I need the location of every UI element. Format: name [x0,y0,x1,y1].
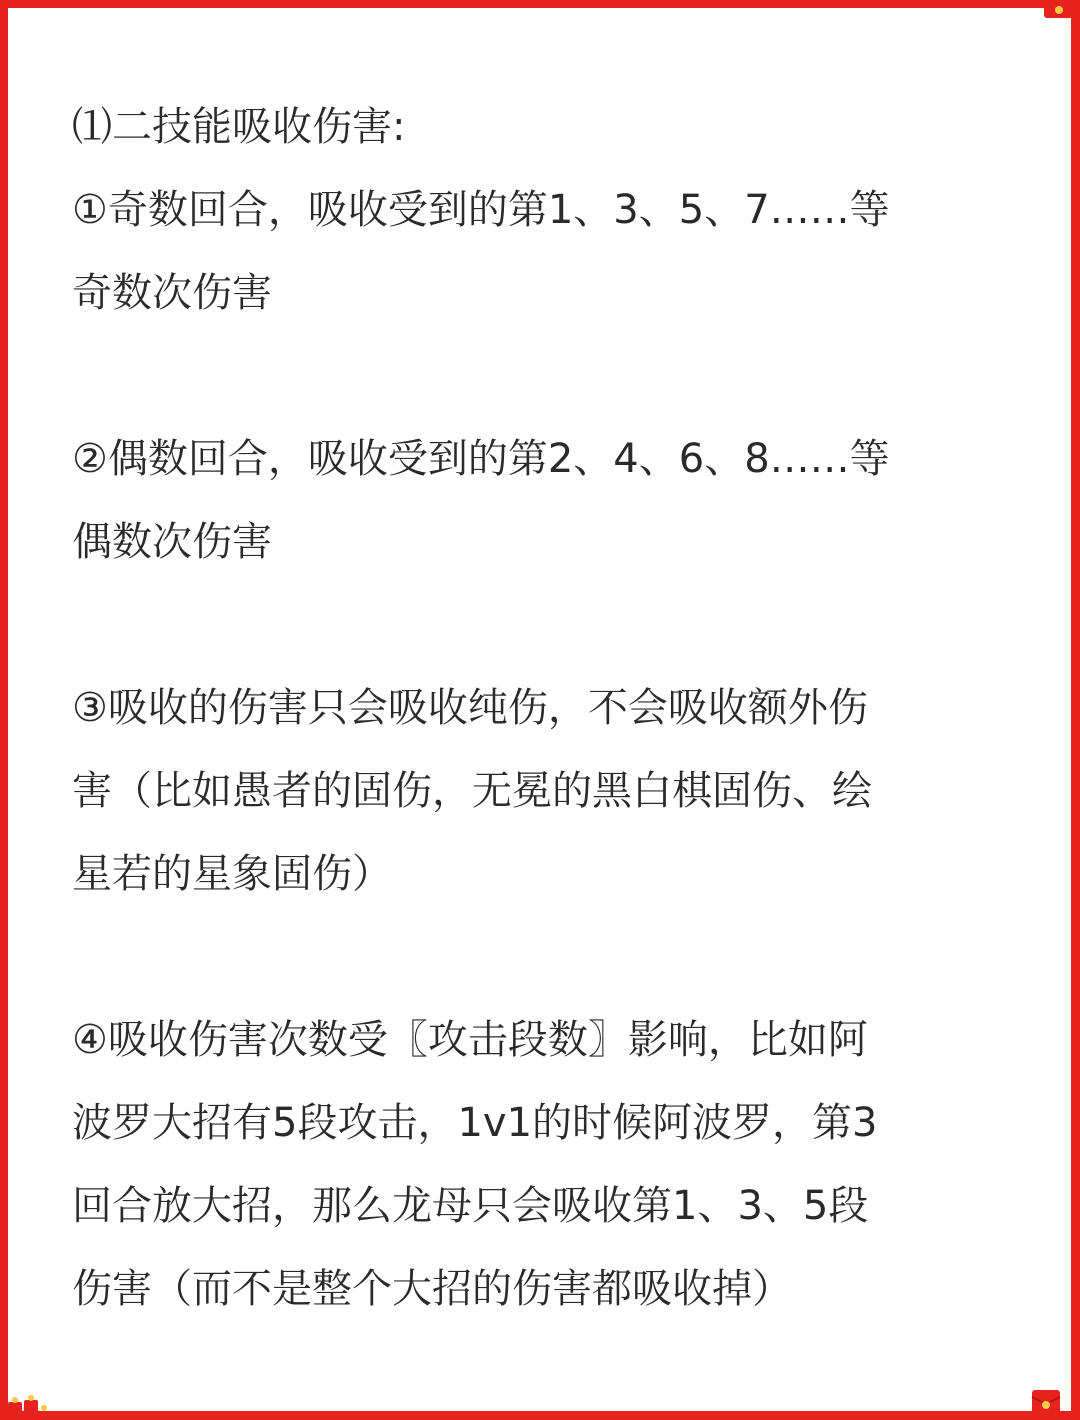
paragraph-line: 回合放大招，那么龙母只会吸收第1、3、5段 [72,1183,869,1229]
firecracker-icon [4,1394,54,1420]
paragraph-spacer [72,916,1032,999]
paragraph-line: 波罗大招有5段攻击，1v1的时候阿波罗，第3 [72,1100,878,1146]
paragraph-line: 奇数次伤害 [72,270,272,316]
paragraph-spacer [72,335,1032,418]
document-body [72,86,1032,1331]
paragraph-line: ④吸收伤害次数受〖攻击段数〗影响，比如阿 [72,1017,868,1063]
paragraph-line: ①奇数回合，吸收受到的第1、3、5、7……等 [72,187,890,233]
paragraph-pure-damage [72,667,1032,916]
paragraph-line: 伤害（而不是整个大招的伤害都吸收掉） [72,1266,792,1312]
paragraph-odd-rounds [72,169,1032,335]
heading-line: ⑴二技能吸收伤害: [72,104,406,150]
paragraph-line: ②偶数回合，吸收受到的第2、4、6、8……等 [72,436,890,482]
paragraph-attack-segments [72,999,1032,1331]
paragraph-line: 星若的星象固伤） [72,851,392,897]
paragraph-line: 害（比如愚者的固伤，无冕的黑白棋固伤、绘 [72,768,872,814]
paragraph-even-rounds [72,418,1032,584]
red-envelope-icon [1042,0,1076,20]
paragraph-spacer [72,584,1032,667]
red-envelope-icon [1028,1388,1068,1418]
section-heading [72,86,1032,169]
paragraph-line: ③吸收的伤害只会吸收纯伤，不会吸收额外伤 [72,685,868,731]
paragraph-line: 偶数次伤害 [72,519,272,565]
